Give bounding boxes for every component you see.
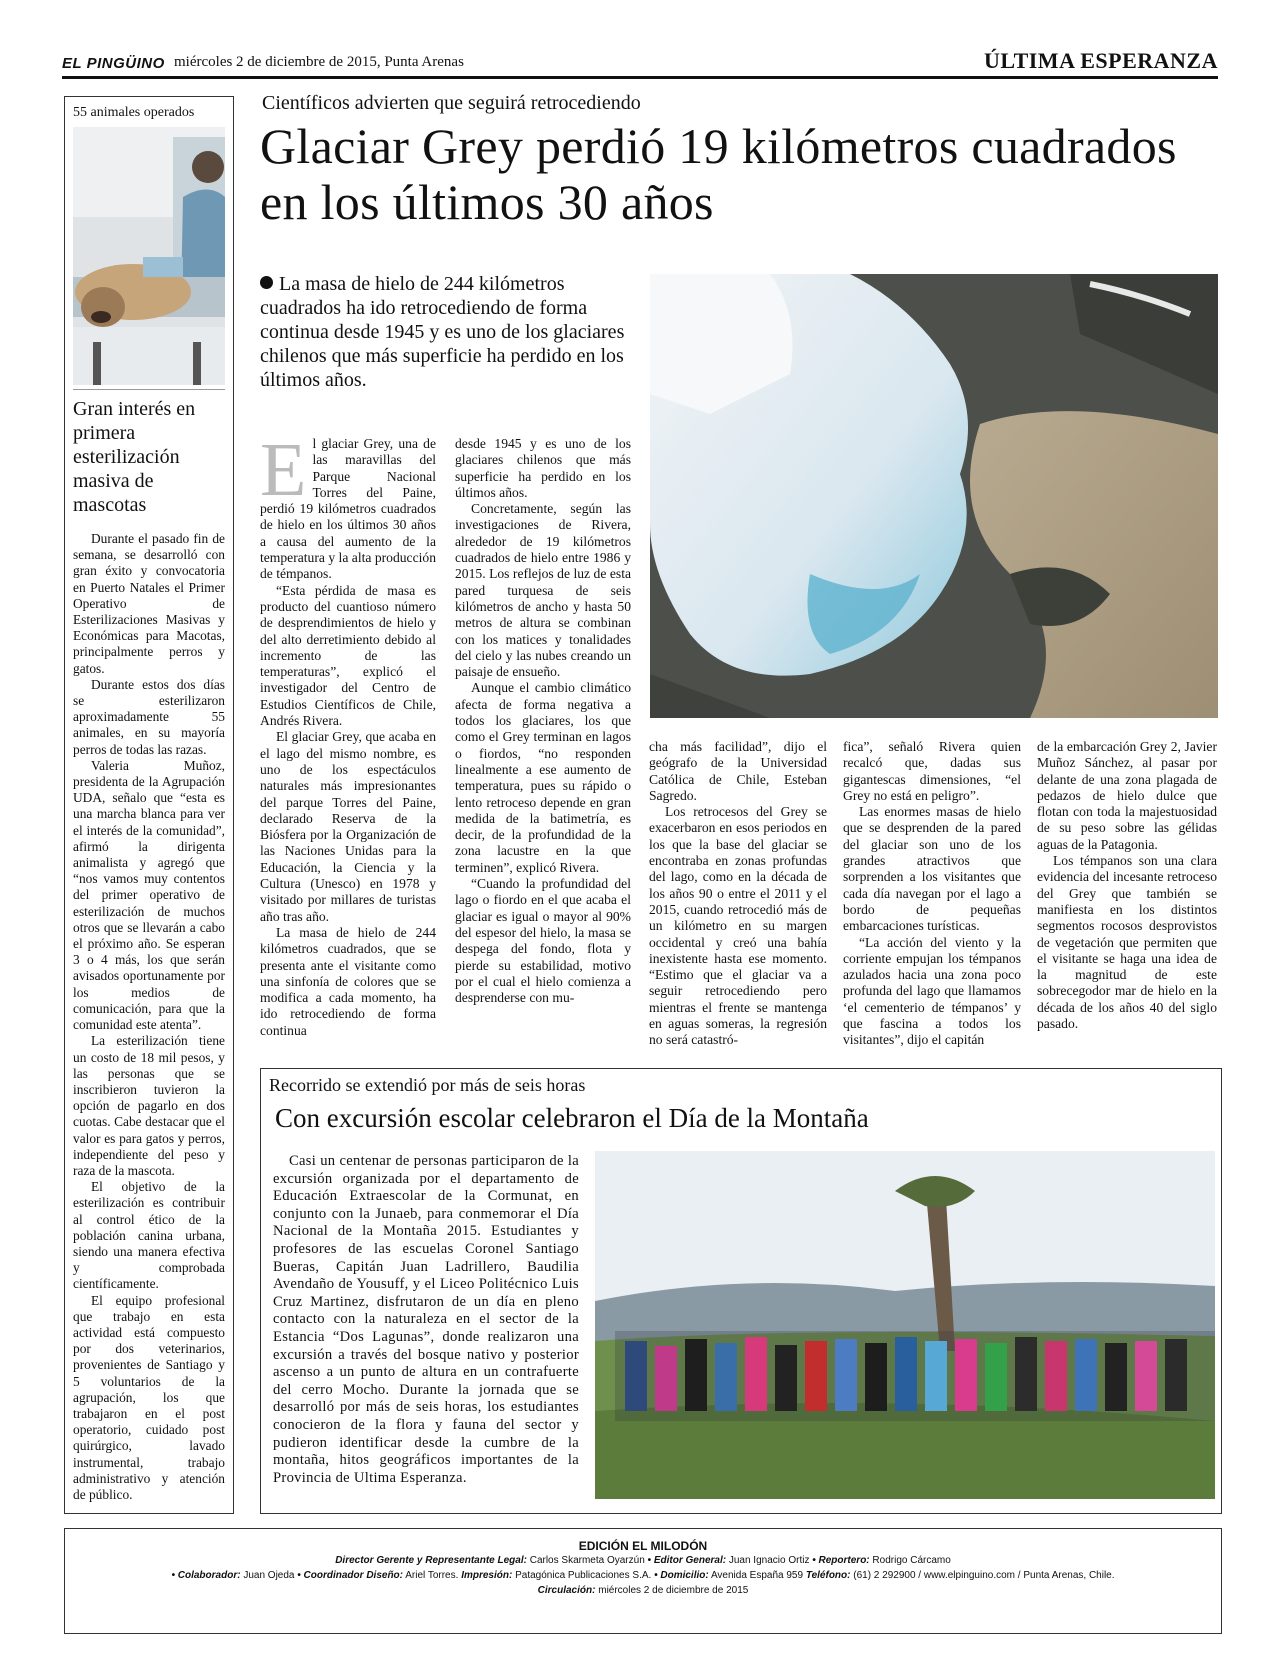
paragraph: Los témpanos son una clara evidencia del incesante retroceso del Grey que también se manifiesta en los distintos segmentos rocosos desprovistos de vegetación que permiten que el visitante se haga una idea de la magnitud de este sobrecegodor mar de hielo en la década de los años 40 del siglo pasado. bbox=[1037, 853, 1217, 1032]
label: • Editor General: bbox=[647, 1555, 727, 1566]
value: Juan Ignacio Ortiz bbox=[728, 1555, 810, 1566]
paragraph: Las enormes masas de hielo que se desprenden de la pared del glaciar son uno de los grandes atractivos que sorprenden a los visitantes que cada día navegan por el lago a bordo de pequeñas embarcaciones turísticas. bbox=[843, 804, 1021, 934]
excursion-kicker: Recorrido se extendió por más de seis horas bbox=[269, 1075, 586, 1095]
sidebar-article bbox=[64, 96, 234, 1514]
value: Patagónica Publicaciones S.A. bbox=[515, 1570, 652, 1581]
header-divider bbox=[62, 76, 1218, 79]
label: • Coordinador Diseño: bbox=[297, 1570, 403, 1581]
value: Carlos Skarmeta Oyarzún bbox=[529, 1555, 645, 1566]
paragraph: El glaciar Grey, que acaba en el lago del mismo nombre, es uno de los espectáculos naturales más impresionantes del parque Torres del Paine, declarado Reserva de la Biósfera por la Organización de las Naciones Unidas para la Educación, la Ciencia y la Cultura (Unesco) en 1978 y visitado por millares de turistas año tras año. bbox=[260, 729, 436, 924]
paragraph: El objetivo de la esterilización es contribuir al control ético de la población canina urbana, siendo una manera efectiva y comprobada científicamente. bbox=[73, 1179, 225, 1292]
paragraph: desde 1945 y es uno de los glaciares chilenos que más superficie ha perdido en los últimos años. bbox=[455, 436, 631, 500]
paragraph: Durante el pasado fin de semana, se desarrolló con gran éxito y convocatoria en Puerto Natales el Primer Operativo de Esterilizaciones Masivas y Económicas para Macotas, principalmente perros y gatos. bbox=[73, 531, 225, 676]
article-kicker: Científicos advierten que seguirá retrocediendo bbox=[262, 92, 641, 114]
label: • Domicilio: bbox=[654, 1570, 709, 1581]
footer-line-1 bbox=[65, 1553, 1221, 1568]
masthead-footer bbox=[64, 1528, 1222, 1634]
value: (61) 2 292900 / www.elpinguino.com / Punta Arenas, Chile. bbox=[853, 1570, 1115, 1581]
issue-date: miércoles 2 de diciembre de 2015, Punta Arenas bbox=[174, 54, 464, 70]
veterinary-photo bbox=[73, 127, 225, 385]
sidebar-headline: Gran interés en primera esterilización masiva de mascotas bbox=[73, 398, 196, 516]
paragraph: fica”, señaló Rivera quien recalcó que, dadas sus gigantescas dimensiones, “el Grey no está en peligro”. bbox=[843, 739, 1021, 803]
section-title: ÚLTIMA ESPERANZA bbox=[984, 48, 1218, 73]
paragraph: “Esta pérdida de masa es producto del cuantioso número de desprendimientos de hielo y del alto derretimiento debido al incremento de las temperaturas”, explicó el investigador del Centro de Estudios Científicos de Chile, Andrés Rivera. bbox=[260, 582, 436, 729]
article-headline: Glaciar Grey perdió 19 kilómetros cuadrados en los últimos 30 años bbox=[260, 118, 1177, 230]
excursion-headline: Con excursión escolar celebraron el Día de la Montaña bbox=[275, 1103, 869, 1133]
drop-cap: E bbox=[260, 428, 307, 512]
paragraph: Concretamente, según las investigaciones de Rivera, alrededor de 19 kilómetros cuadrados de hielo entre 1986 y 2015. Los reflejos de luz de esta pared turquesa de seis kilómetros de ancho y hasta 50 metros de altura se combinan con los matices y tonalidades del cielo y las nubes creando un paisaje de ensueño. bbox=[455, 501, 631, 680]
label: • Colaborador: bbox=[171, 1570, 241, 1581]
paragraph: Los retrocesos del Grey se exacerbaron en esos periodos en los que la base del glaciar se encontraba en zonas profundas del lago, como en la década de los años 90 o entre el 2011 y el 2015, cuando retrocedió más de un kilómetro en su margen occidental y creó una bahía inexistente hasta ese momento. “Estimo que el glaciar va a seguir retrocediendo pero mientras el frente se mantenga en aguas someras, la regresión no será catastró- bbox=[649, 804, 827, 1048]
value: miércoles 2 de diciembre de 2015 bbox=[598, 1585, 749, 1596]
paragraph: Aunque el cambio climático afecta de forma negativa a todos los glaciares, los que como el Grey terminan en lagos o fiordos, “no responden linealmente a ese aumento de temperatura, pues su rápido o lento retroceso depende en gran medida de la batimetría, es decir, de la profundidad de la zona lacustre en la que terminen”, explicó Rivera. bbox=[455, 680, 631, 875]
sidebar-kicker: 55 animales operados bbox=[73, 105, 195, 120]
paragraph: La esterilización tiene un costo de 18 mil pesos, y las personas que se inscribieron tuvieron la opción de pagarlo en dos cuotas. Cabe destacar que el valor es para gatos y perros, independiente del peso y raza de la mascota. bbox=[73, 1033, 225, 1178]
value: Avenida España 959 bbox=[710, 1570, 804, 1581]
paragraph: Durante estos dos días se esterilizaron aproximadamente 55 animales, en su mayoría perros de todas las razas. bbox=[73, 676, 225, 757]
glacier-aerial-photo bbox=[650, 274, 1218, 718]
paragraph: l glaciar Grey, una de las maravillas del Parque Nacional Torres del Paine, perdió 19 kilómetros cuadrados de hielo en los últimos 30 años a causa del aumento de la temperatura y la alta producción de témpanos. bbox=[260, 436, 436, 582]
article-column-3 bbox=[649, 739, 827, 1049]
paragraph: La masa de hielo de 244 kilómetros cuadrados, que se presenta ante el visitante como una sinfonía de colores que se modifica a cada momento, ha ido retrocediendo de forma continua bbox=[260, 924, 436, 1038]
footer-line-3 bbox=[65, 1583, 1221, 1598]
sidebar-body bbox=[73, 531, 225, 1503]
value: Rodrigo Cárcamo bbox=[872, 1555, 951, 1566]
paragraph: Valeria Muñoz, presidenta de la Agrupación UDA, señalo que “esta es una marcha blanca para ver el interés de la comunidad”, afirmó la dirigenta animalista y agregó que “nos vamos muy contentos del primer operativo de esterilización de muchos otros que se llevarán a cabo el próximo año. Se esperan 3 o 4 más, los que serán avisados oportunamente por los medios de comunicación, para que la comunidad este atenta”. bbox=[73, 757, 225, 1033]
excursion-article bbox=[260, 1068, 1222, 1514]
label: • Reportero: bbox=[812, 1555, 870, 1566]
article-column-5 bbox=[1037, 739, 1217, 1032]
group-excursion-photo bbox=[595, 1151, 1215, 1499]
article-column-1 bbox=[260, 428, 436, 1039]
paragraph: El equipo profesional que trabajo en esta actividad está compuesto por dos veterinarios, provenientes de Santiago y 5 voluntarios de la agrupación, los que trabajaron en el post operatorio, cuidado post quirúrgico, lavado instrumental, trabajo administrativo y atención de público. bbox=[73, 1292, 225, 1502]
sidebar-divider bbox=[73, 389, 225, 390]
paragraph: Casi un centenar de personas participaron de la excursión organizada por el departamento de Educación Extraescolar de la Cormunat, en conjunto con la Junaeb, para conmemorar el Día Nacional de la Montaña 2015. Estudiantes y profesores de las escuelas Coronel Santiago Bueras, Capitán Juan Ladrillero, Baudilia Avendaño de Yousuff, y el Liceo Politécnico Luis Cruz Martinez, disfrutaron de un día en pleno contacto con la naturaleza en el sector de la Estancia “Dos Lagunas”, donde realizaron una excursión a través del bosque nativo y posterior ascenso a un punto de altura en un contrafuerte del cerro Mocho. Durante la jornada que se desarrolló por más de seis horas, los estudiantes conocieron de la flora y fauna del sector y pudieron identificar desde la cumbre de la montaña, hitos geográficos importantes de la Provincia de Ultima Esperanza. bbox=[273, 1153, 579, 1486]
paragraph: “Cuando la profundidad del lago o fiordo en el que acaba el glaciar es igual o mayor al 90% del espesor del hielo, la masa se despega del fondo, flota y pierde su estabilidad, motivo por el cual el hielo comienza a desprenderse con mu- bbox=[455, 876, 631, 1006]
label: Director Gerente y Representante Legal: bbox=[335, 1555, 527, 1566]
value: Ariel Torres. bbox=[405, 1570, 459, 1581]
value: Juan Ojeda bbox=[243, 1570, 295, 1581]
page-header bbox=[62, 48, 1218, 74]
excursion-body bbox=[273, 1153, 579, 1487]
deck-text: La masa de hielo de 244 kilómetros cuadrados ha ido retrocediendo de forma continua desde 1945 y es uno de los glaciares chilenos que más superficie ha perdido en los últimos años. bbox=[260, 273, 625, 391]
paragraph: de la embarcación Grey 2, Javier Muñoz Sánchez, al pasar por delante de una zona plagada de pedazos de hielo dulce que flotan con toda la majestuosidad de su peso sobre las gélidas aguas de la Patagonia. bbox=[1037, 739, 1217, 852]
article-column-4 bbox=[843, 739, 1021, 1049]
label: Circulación: bbox=[537, 1585, 596, 1596]
footer-title: EDICIÓN EL MILODÓN bbox=[578, 1539, 708, 1553]
paragraph: “La acción del viento y la corriente empujan los témpanos azulados hacia una zona poco profunda del lago que llamamos ‘el cementerio de témpanos’ y que fascina a todos los visitantes”, dijo el capitán bbox=[843, 934, 1021, 1048]
bullet-icon bbox=[260, 276, 273, 289]
article-deck bbox=[260, 272, 630, 392]
article-column-2 bbox=[455, 436, 631, 1006]
footer-line-2 bbox=[65, 1568, 1221, 1583]
label: Impresión: bbox=[461, 1570, 513, 1581]
label: Teléfono: bbox=[805, 1570, 851, 1581]
newspaper-logo: EL PINGÜINO bbox=[62, 55, 165, 72]
paragraph: cha más facilidad”, dijo el geógrafo de la Universidad Católica de Chile, Esteban Sagredo. bbox=[649, 739, 827, 803]
